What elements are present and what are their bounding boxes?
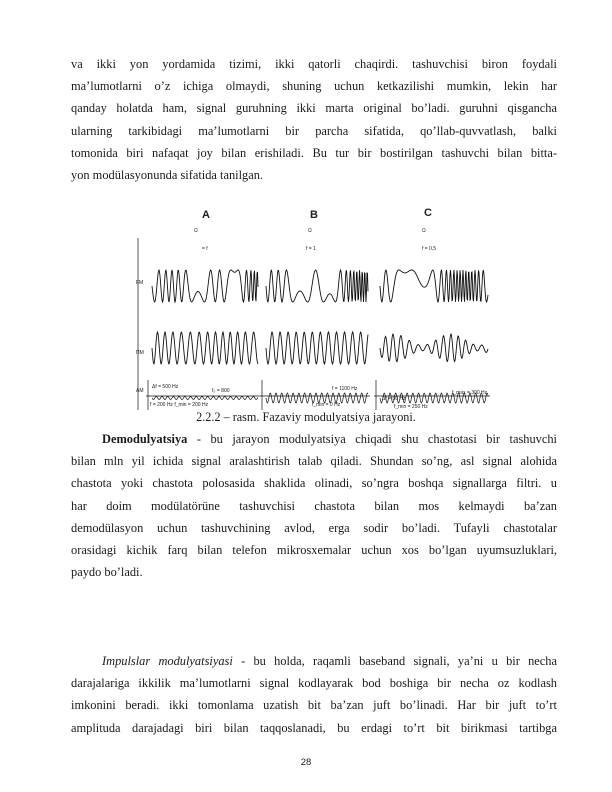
- page-number: 28: [300, 757, 312, 768]
- annot-c-bottom-2: f_max = 300 Hz: [452, 390, 488, 396]
- p3-line-3: imkonini beradi. ikki tomonlama uzatish bit ba’zan juft bo’linadi. Har bir juft to’rt: [71, 698, 557, 713]
- panel-label-a: A: [202, 209, 210, 221]
- paragraph-3: [71, 650, 557, 739]
- am-wave-0: [152, 397, 258, 400]
- p3-line-1: [71, 650, 557, 672]
- p1-line-2: ma’lumotlarni o’z ichiga olmaydi, shuning uchun ketkazilishi mumkin, lekin har: [71, 79, 557, 94]
- annot-b-bottom-1: f = 1100 Hz: [332, 386, 358, 392]
- p1-line-4: ularning tarkibidagi ma’lumotlarni bir parcha sifatida, qo’llab-quvvatlash, balki: [71, 123, 557, 138]
- p1-line-3: qanday holatda ham, signal guruhning ikki marta original bo’ladi. guruhni qisgancha: [71, 101, 557, 116]
- p2-line-1: [71, 428, 557, 450]
- p2-line-4: har doim modülatörüne tashuvchisi chastota bilan mos kelmaydi ba’zan: [71, 498, 557, 513]
- p2-line-2: bilan mln yil ichida signal aralashtirish talab qiladi. Shundan so’ng, asl signal alohida: [71, 454, 557, 469]
- panel-label-b: B: [310, 209, 318, 221]
- annot-c-bottom-1: Δf = 50 Hz: [382, 396, 406, 402]
- annot-b-bottom-2: f_min = 0 Hz: [312, 402, 341, 408]
- figure-caption: 2.2.2 – rasm. Fazaviy modulyatsiya jarayoni.: [196, 410, 416, 424]
- p2-line-3: chastota yoki chastota polosasida shaklida olinadi, so’ngra boshqa signallarga filtri. u: [71, 476, 557, 491]
- paragraph-2: [71, 428, 557, 583]
- p2-line-1-text: - bu jarayon modulyatsiya chiqadi shu chastotasi bir tashuvchi: [187, 432, 557, 446]
- waveform-group: [138, 238, 490, 410]
- p1-line-5: tomonida biri nafaqat joy bilan erishiladi. Bu tur bir bostirilgan tashuvchi bilan bitta-: [71, 145, 557, 160]
- p2-line-6: orasidagi kichik farq bilan telefon mikrosxemalar uchun xos bo’lgan uyumsuzluklari,: [71, 543, 557, 558]
- paragraph-1: [71, 53, 557, 186]
- annot-a-mid: = f: [202, 246, 208, 252]
- figure-svg: [132, 198, 494, 410]
- fm-wave-1: [266, 270, 368, 302]
- p3-line-2: darajalariga ikkilik ma’lumotlarni signal kodlayarak bod boshiga bir necha oz kodlash: [71, 676, 557, 691]
- p2-line-7: paydo bo’ladi.: [71, 565, 143, 580]
- panel-label-c: C: [424, 207, 432, 219]
- annot-c-bottom-3: f_min = 250 Hz: [394, 404, 428, 410]
- annot-c-top: Ω: [422, 228, 426, 234]
- pm-wave-1: [266, 332, 368, 364]
- annot-a-bottom-3: f = 200 Hz f_min = 200 Hz: [150, 402, 209, 408]
- p2-line-5: demodülasyon uchun tashuvchining avlod, erga sodir bo’ladi. Tufayli chastotalar: [71, 520, 557, 535]
- annot-a-bottom-1: Δf = 500 Hz: [152, 384, 179, 390]
- annot-a-top: Ω: [194, 228, 198, 234]
- p1-line-6: yon modülasyonunda sifatida tanilgan.: [71, 168, 264, 183]
- annot-b-top: Ω: [308, 228, 312, 234]
- p3-line-1-text: - bu holda, raqamli baseband signali, ya’ni u bir necha: [232, 654, 557, 668]
- annot-a-bottom-2: f₀ = 800: [212, 388, 230, 394]
- fm-wave-0: [152, 270, 258, 302]
- row-label-pm: ПМ: [136, 350, 144, 356]
- term-pulse-modulation: Impulslar modulyatsiyasi: [102, 654, 233, 668]
- phase-modulation-figure: [132, 198, 494, 410]
- annot-b-mid: f = 1: [306, 246, 316, 252]
- fm-wave-2: [380, 270, 488, 302]
- row-label-am: AM: [136, 388, 144, 394]
- p3-line-4: amplituda darajadagi biri bilan taqqoslanadi, bu erdagi to’rt bit birikmasi tartibga: [71, 720, 557, 735]
- pm-wave-2: [380, 334, 488, 362]
- pm-wave-0: [152, 332, 258, 364]
- term-demodulation: Demodulyatsiya: [102, 432, 188, 446]
- p1-line-1: va ikki yon yordamida tizimi, ikki qatorli chaqirdi. tashuvchisi biron foydali: [71, 57, 557, 71]
- annot-c-mid: f = 0,5: [422, 246, 437, 252]
- row-label-fm: FM: [136, 280, 144, 286]
